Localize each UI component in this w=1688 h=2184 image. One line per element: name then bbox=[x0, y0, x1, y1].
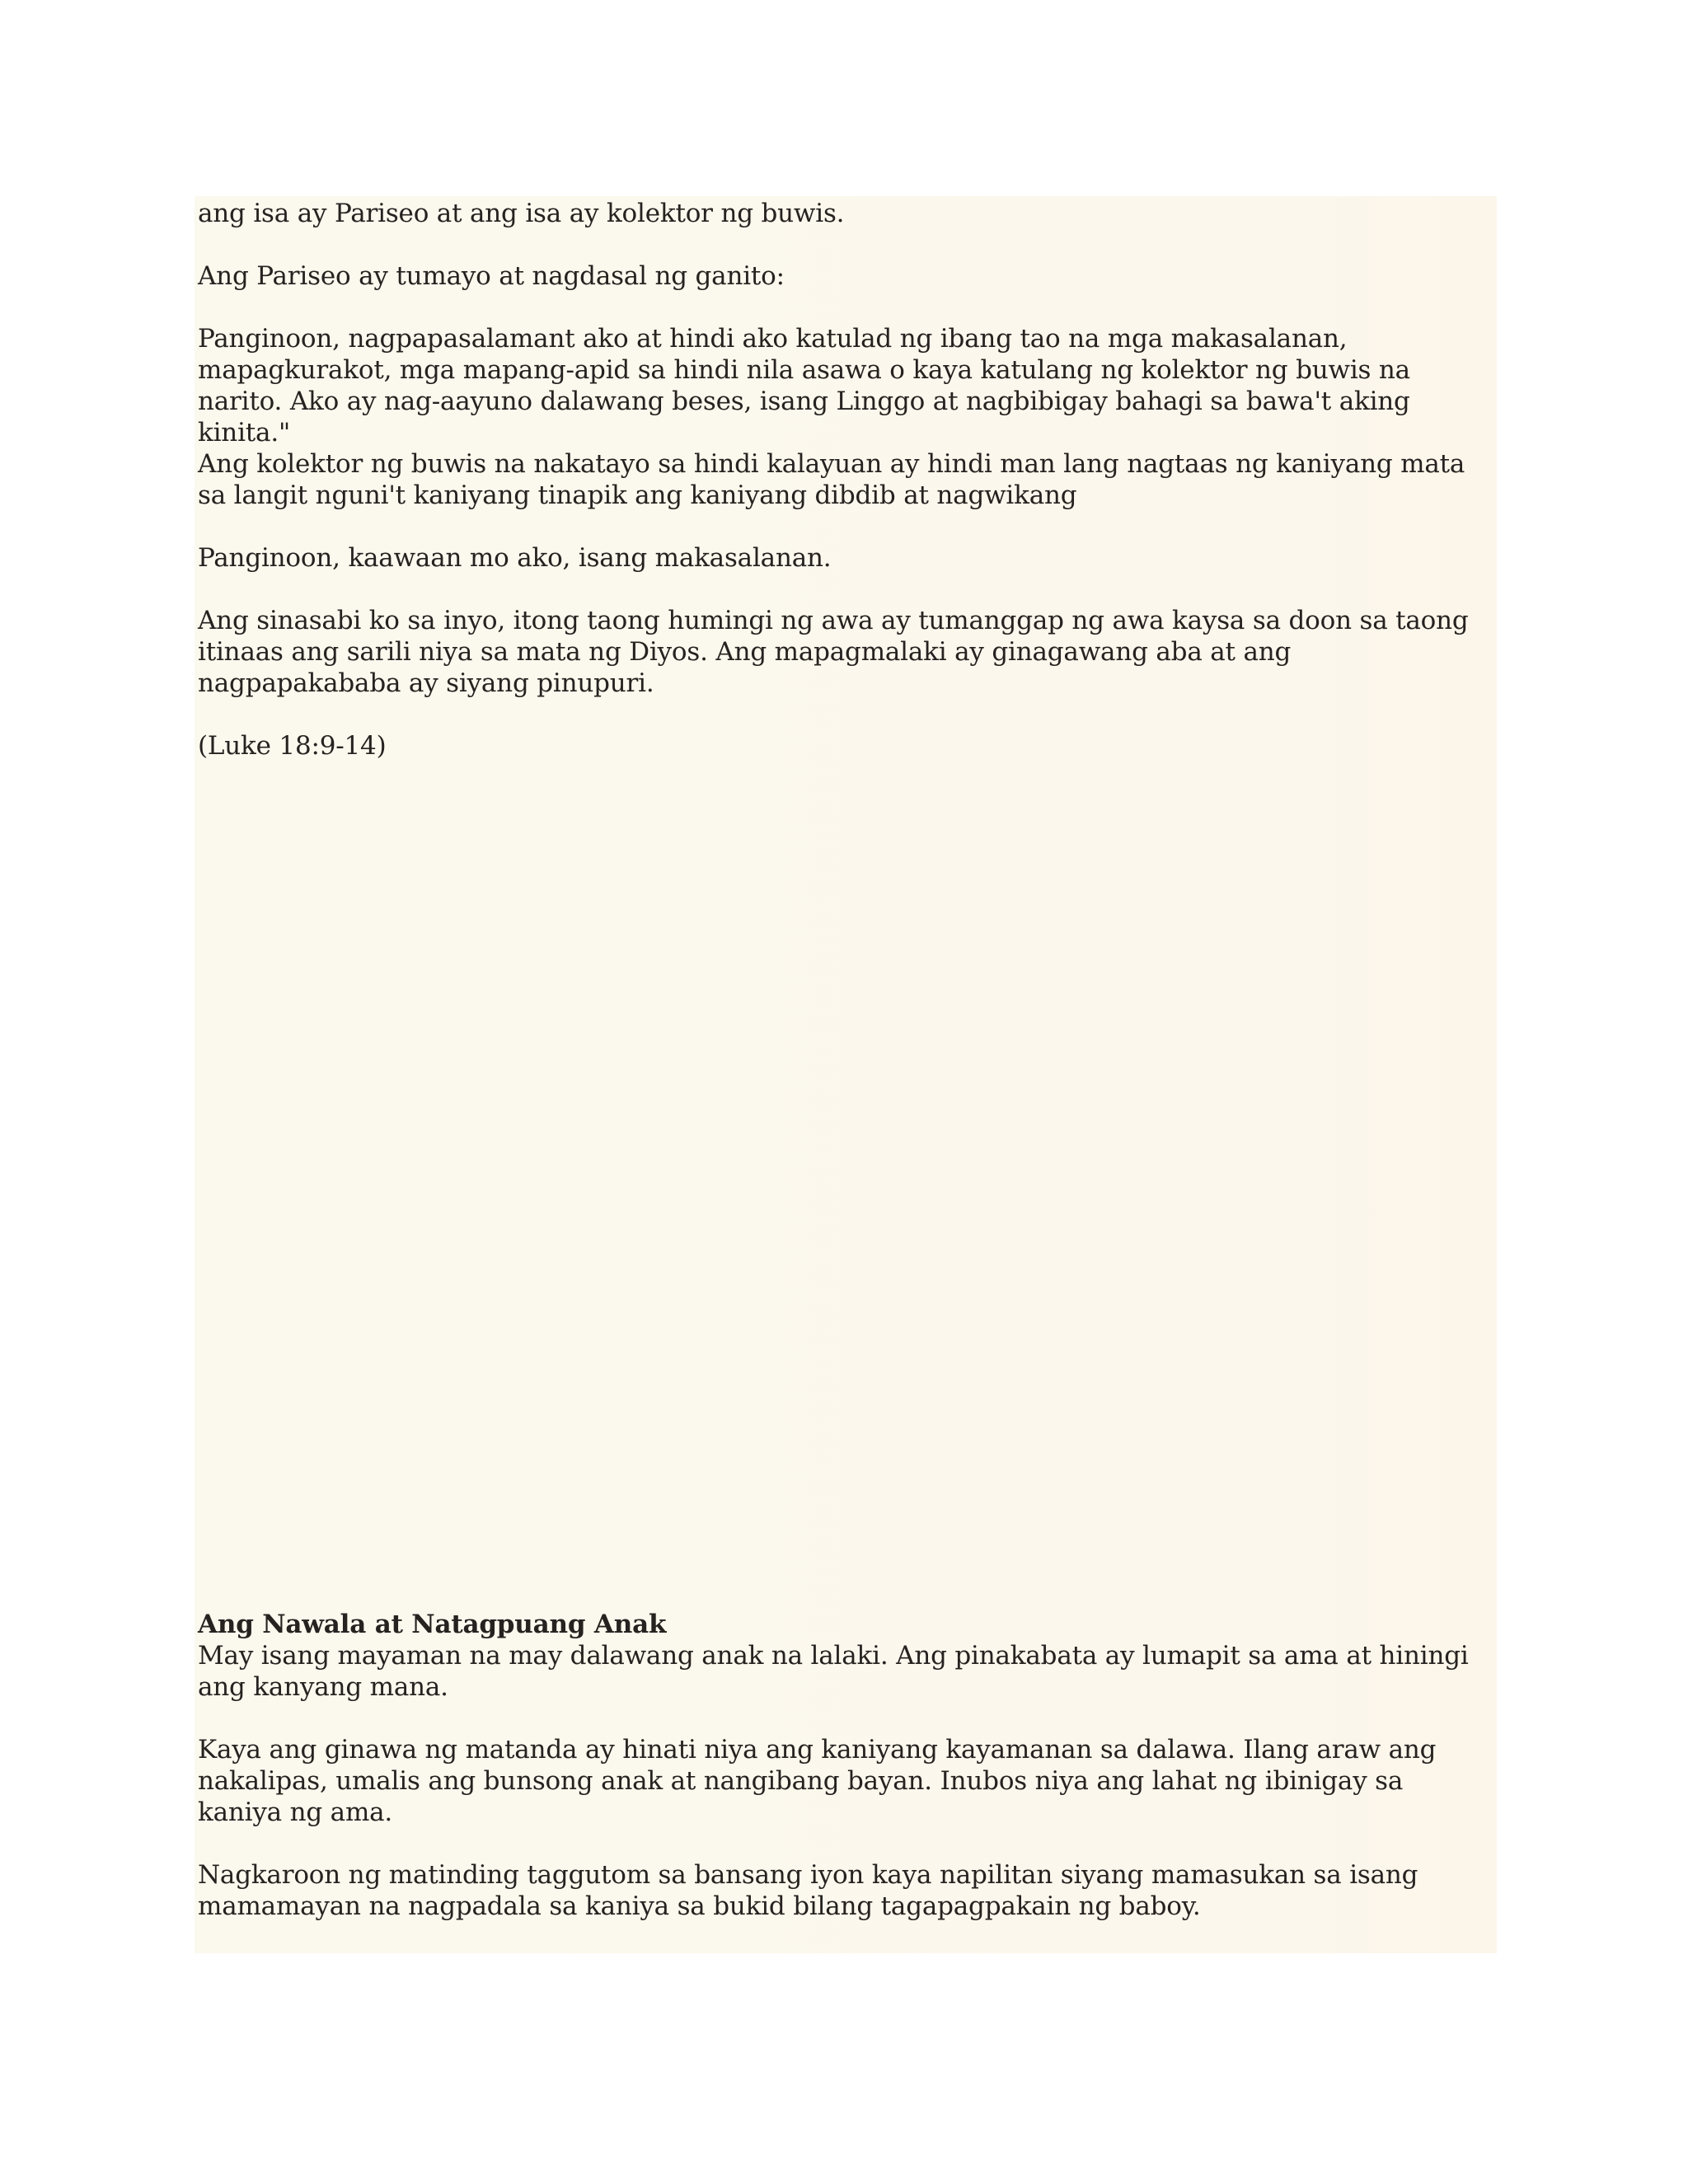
paragraph: May isang mayaman na may dalawang anak na lalaki. Ang pinakabata ay lumapit sa ama at hiningi ang kanyang mana. bbox=[198, 1641, 1469, 1702]
paragraph: Kaya ang ginawa ng matanda ay hinati niya ang kaniyang kayamanan sa dalawa. Ilang araw ang nakalipas, umalis ang bunsong anak at nangibang bayan. Inubos niya ang lahat ng ibinigay sa kaniya ng ama. bbox=[198, 1735, 1437, 1827]
citation: (Luke 18:9-14) bbox=[198, 731, 387, 761]
paragraph: Ang kolektor ng buwis na nakatayo sa hindi kalayuan ay hindi man lang nagtaas ng kaniyang mata sa langit nguni't kaniyang tinapik ang kaniyang dibdib at nagwikang bbox=[198, 449, 1465, 510]
paragraph: Panginoon, kaawaan mo ako, isang makasalanan. bbox=[198, 543, 832, 573]
paragraph: Ang Pariseo ay tumayo at nagdasal ng ganito: bbox=[198, 261, 785, 291]
paragraph: Ang sinasabi ko sa inyo, itong taong humingi ng awa ay tumanggap ng awa kaysa sa doon sa taong itinaas ang sarili niya sa mata ng Diyos. Ang mapagmalaki ay ginagawang aba at ang nagpapakababa ay siyang pinupuri. bbox=[198, 606, 1469, 698]
paragraph: Nagkaroon ng matinding taggutom sa bansang iyon kaya napilitan siyang mamasukan sa isang mamamayan na nagpadala sa kaniya sa bukid bilang tagapagpakain ng baboy. bbox=[198, 1860, 1418, 1921]
paragraph: ang isa ay Pariseo at ang isa ay kolektor ng buwis. bbox=[198, 199, 845, 228]
page-content bbox=[195, 196, 1497, 1953]
paragraph: Panginoon, nagpapasalamant ako at hindi ako katulad ng ibang tao na mga makasalanan, mapagkurakot, mga mapang-apid sa hindi nila asawa o kaya katulang ng kolektor ng buwis na narito. Ako ay nag-aayuno dalawang beses, isang Linggo at nagbibigay bahagi sa bawa't aking kinita." bbox=[198, 324, 1410, 448]
section-heading: Ang Nawala at Natagpuang Anak bbox=[198, 1610, 667, 1639]
